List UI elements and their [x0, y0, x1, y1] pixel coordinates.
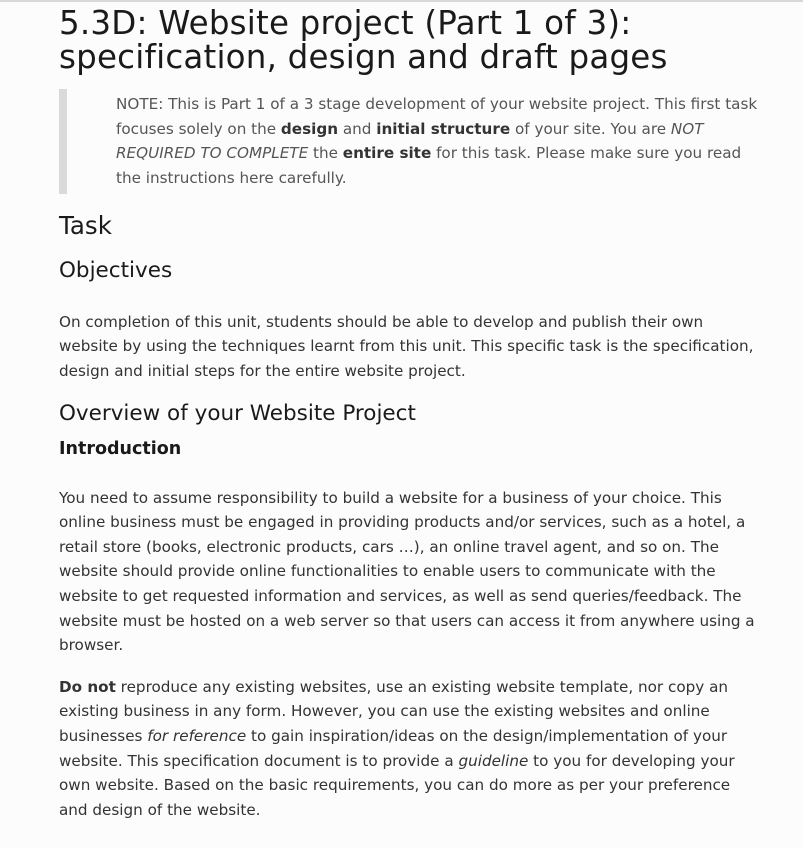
intro-text: reproduce any existing websites, use an existing website template, nor copy an existing business in any form. However, you can use the existing websites and online businesses — [59, 677, 729, 745]
note-text: NOTE: This is Part 1 of a 3 stage development of your website project. This first task focuses solely on the — [116, 95, 758, 138]
note-bold-entire-site: entire site — [342, 144, 432, 163]
introduction-heading: Introduction — [59, 438, 182, 459]
objectives-heading: Objectives — [59, 257, 173, 283]
intro-text: to you for developing your own website. Based on the basic requirements, you can do more as per your preference and design of the website. — [59, 751, 735, 819]
document-content — [59, 6, 759, 822]
intro-italic-for-reference: for reference — [147, 726, 247, 745]
note-bold-initial-structure: initial structure — [376, 119, 511, 138]
note-text: and — [338, 119, 377, 138]
note-italic-not-required: NOT REQUIRED TO COMPLETE — [116, 119, 704, 163]
note-text: the — [308, 144, 343, 163]
intro-text: to gain inspiration/ideas on the design/implementation of your website. This specification document is to provide a — [59, 726, 728, 770]
note-bold-design: design — [280, 119, 339, 138]
note-text: of your site. You are — [510, 119, 671, 138]
note-text: for this task. Please make sure you read the instructions here carefully. — [116, 144, 742, 188]
overview-heading: Overview of your Website Project — [59, 400, 416, 426]
intro-italic-guideline: guideline — [458, 751, 529, 770]
introduction-paragraph-2 — [59, 675, 759, 823]
note-blockquote — [59, 89, 759, 194]
intro-bold-do-not: Do not — [59, 677, 116, 696]
objectives-paragraph: On completion of this unit, students should be able to develop and publish their own website by using the techniques learnt from this unit. This specific task is the specification, design and initial steps for the entire website project. — [59, 312, 754, 380]
task-heading: Task — [59, 210, 112, 240]
introduction-paragraph-1: You need to assume responsibility to build a website for a business of your choice. This online business must be engaged in providing products and/or services, such as a hotel, a retail store (books, electronic products, cars …), an online travel agent, and so on. The website should provide online functionalities to enable users to communicate with the website to get requested information and services, as well as send queries/feedback. The website must be hosted on a web server so that users can access it from anywhere using a browser. — [59, 488, 755, 655]
page-title: 5.3D: Website project (Part 1 of 3): specification, design and draft pages — [59, 4, 668, 76]
